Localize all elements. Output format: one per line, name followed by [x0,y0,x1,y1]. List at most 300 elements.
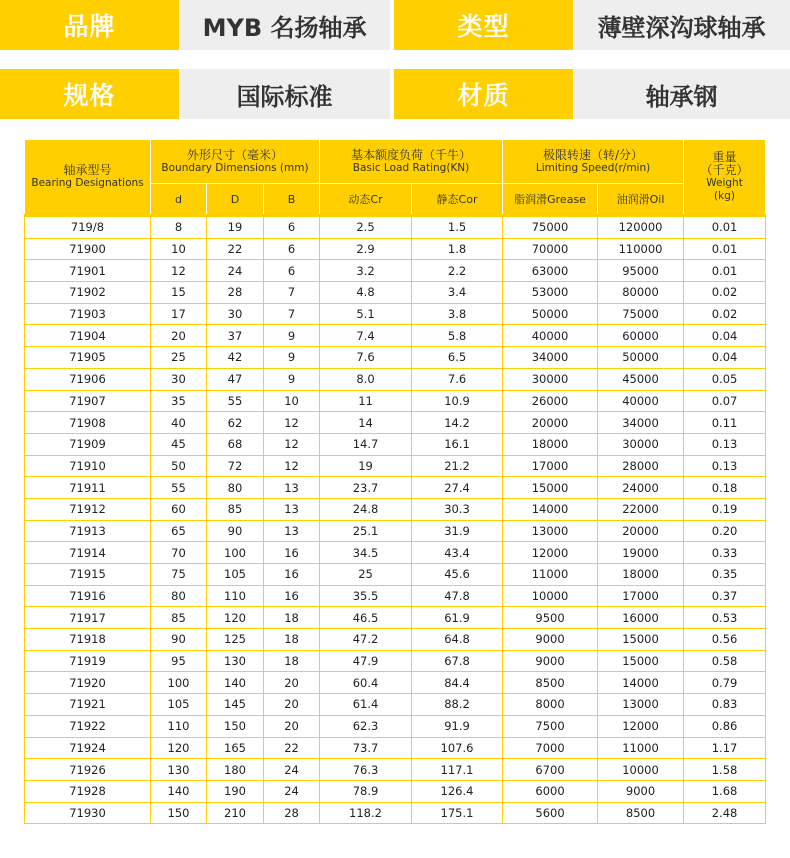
cell-cor: 47.8 [412,585,503,607]
table-row [25,455,766,477]
header-load-rating [320,140,503,184]
cell-cr: 35.5 [320,585,412,607]
cell-D: 28 [207,282,264,304]
cell-B: 16 [264,585,320,607]
cell-grease: 30000 [503,368,598,390]
cell-weight: 0.56 [684,629,766,651]
cell-weight: 0.01 [684,260,766,282]
cell-d: 80 [151,585,207,607]
cell-d: 35 [151,390,207,412]
cell-B: 13 [264,477,320,499]
table-row [25,759,766,781]
cell-weight: 0.20 [684,520,766,542]
cell-cor: 1.5 [412,216,503,239]
cell-weight: 0.37 [684,585,766,607]
cell-d: 120 [151,737,207,759]
cell-oil: 110000 [598,238,684,260]
cell-d: 85 [151,607,207,629]
header-dim-zh: 外形尺寸（毫米） [187,147,284,162]
cell-grease: 12000 [503,542,598,564]
cell-B: 20 [264,715,320,737]
table-row [25,715,766,737]
cell-d: 15 [151,282,207,304]
cell-cr: 23.7 [320,477,412,499]
table-row [25,498,766,520]
header-speed-en: Limiting Speed(r/min) [535,161,651,174]
table-row [25,477,766,499]
cell-cor: 7.6 [412,368,503,390]
cell-cr: 5.1 [320,303,412,325]
brand-value: MYB 名扬轴承 [179,0,390,50]
cell-model: 71922 [25,715,151,737]
cell-B: 18 [264,607,320,629]
header-model-en: Bearing Designations [31,177,144,189]
cell-grease: 17000 [503,455,598,477]
cell-grease: 34000 [503,347,598,369]
table-row [25,216,766,239]
cell-d: 17 [151,303,207,325]
cell-weight: 0.35 [684,564,766,586]
cell-d: 8 [151,216,207,239]
cell-B: 24 [264,759,320,781]
cell-B: 18 [264,629,320,651]
cell-B: 18 [264,650,320,672]
cell-grease: 7000 [503,737,598,759]
cell-model: 71918 [25,629,151,651]
cell-D: 22 [207,238,264,260]
cell-oil: 19000 [598,542,684,564]
cell-model: 71913 [25,520,151,542]
cell-cor: 1.8 [412,238,503,260]
cell-cor: 10.9 [412,390,503,412]
table-row [25,282,766,304]
cell-d: 110 [151,715,207,737]
cell-oil: 18000 [598,564,684,586]
cell-cr: 14.7 [320,433,412,455]
cell-cr: 47.9 [320,650,412,672]
cell-cr: 78.9 [320,780,412,802]
cell-D: 19 [207,216,264,239]
cell-B: 12 [264,433,320,455]
cell-B: 7 [264,282,320,304]
cell-oil: 22000 [598,498,684,520]
cell-weight: 0.79 [684,672,766,694]
cell-cor: 61.9 [412,607,503,629]
cell-cor: 5.8 [412,325,503,347]
cell-grease: 75000 [503,216,598,239]
cell-B: 22 [264,737,320,759]
table-row [25,347,766,369]
cell-D: 100 [207,542,264,564]
cell-D: 62 [207,412,264,434]
cell-cr: 62.3 [320,715,412,737]
cell-oil: 14000 [598,672,684,694]
material-label: 材质 [394,69,573,119]
cell-B: 24 [264,780,320,802]
header-weight-zh2: （千克） [700,163,749,177]
cell-oil: 24000 [598,477,684,499]
cell-cr: 19 [320,455,412,477]
cell-model: 71900 [25,238,151,260]
cell-cr: 2.9 [320,238,412,260]
cell-grease: 18000 [503,433,598,455]
cell-weight: 0.18 [684,477,766,499]
header-B: B [264,184,320,216]
cell-weight: 0.83 [684,694,766,716]
cell-D: 85 [207,498,264,520]
cell-cor: 88.2 [412,694,503,716]
spec-value: 国际标准 [179,69,390,119]
cell-d: 150 [151,802,207,824]
cell-B: 10 [264,390,320,412]
cell-weight: 0.58 [684,650,766,672]
cell-d: 30 [151,368,207,390]
cell-oil: 120000 [598,216,684,239]
table-row [25,564,766,586]
cell-D: 130 [207,650,264,672]
cell-model: 71908 [25,412,151,434]
cell-cr: 60.4 [320,672,412,694]
spec-label: 规格 [0,69,179,119]
cell-weight: 0.04 [684,347,766,369]
cell-cor: 31.9 [412,520,503,542]
cell-B: 6 [264,238,320,260]
cell-cor: 67.8 [412,650,503,672]
cell-cr: 11 [320,390,412,412]
cell-oil: 60000 [598,325,684,347]
header-weight-en2: (kg) [714,190,735,202]
cell-B: 16 [264,564,320,586]
header-limiting-speed [503,140,684,184]
cell-oil: 8500 [598,802,684,824]
cell-cr: 73.7 [320,737,412,759]
cell-cor: 45.6 [412,564,503,586]
table-row [25,802,766,824]
cell-grease: 9000 [503,629,598,651]
cell-oil: 10000 [598,759,684,781]
cell-grease: 9500 [503,607,598,629]
table-row [25,672,766,694]
cell-model: 71917 [25,607,151,629]
cell-B: 13 [264,520,320,542]
cell-weight: 0.01 [684,216,766,239]
table-row [25,433,766,455]
type-label: 类型 [394,0,573,50]
cell-oil: 11000 [598,737,684,759]
cell-oil: 13000 [598,694,684,716]
info-row-brand-type [0,0,790,50]
cell-cor: 126.4 [412,780,503,802]
cell-grease: 53000 [503,282,598,304]
cell-cor: 43.4 [412,542,503,564]
cell-B: 6 [264,260,320,282]
cell-cor: 3.4 [412,282,503,304]
cell-grease: 40000 [503,325,598,347]
cell-cr: 14 [320,412,412,434]
cell-d: 10 [151,238,207,260]
cell-D: 125 [207,629,264,651]
cell-oil: 28000 [598,455,684,477]
cell-cor: 14.2 [412,412,503,434]
cell-weight: 1.17 [684,737,766,759]
cell-d: 130 [151,759,207,781]
cell-d: 75 [151,564,207,586]
cell-cor: 21.2 [412,455,503,477]
header-oil: 油润滑Oil [598,184,684,216]
cell-cor: 64.8 [412,629,503,651]
cell-D: 120 [207,607,264,629]
cell-grease: 15000 [503,477,598,499]
cell-model: 71928 [25,780,151,802]
table-row [25,542,766,564]
cell-model: 71911 [25,477,151,499]
cell-D: 72 [207,455,264,477]
cell-d: 40 [151,412,207,434]
cell-B: 20 [264,694,320,716]
cell-B: 13 [264,498,320,520]
cell-grease: 9000 [503,650,598,672]
cell-grease: 70000 [503,238,598,260]
cell-cr: 76.3 [320,759,412,781]
header-d: d [151,184,207,216]
table-row [25,520,766,542]
cell-D: 140 [207,672,264,694]
cell-weight: 0.86 [684,715,766,737]
cell-d: 45 [151,433,207,455]
cell-model: 71907 [25,390,151,412]
cell-d: 70 [151,542,207,564]
cell-model: 71921 [25,694,151,716]
bearing-spec-table [24,139,766,824]
cell-model: 71914 [25,542,151,564]
cell-model: 71903 [25,303,151,325]
cell-cr: 8.0 [320,368,412,390]
cell-B: 12 [264,455,320,477]
cell-cor: 117.1 [412,759,503,781]
header-model-zh: 轴承型号 [63,163,112,177]
cell-weight: 1.68 [684,780,766,802]
cell-model: 71901 [25,260,151,282]
cell-B: 9 [264,347,320,369]
cell-B: 28 [264,802,320,824]
cell-weight: 0.13 [684,455,766,477]
cell-cr: 46.5 [320,607,412,629]
header-load-en: Basic Load Rating(KN) [352,161,470,174]
header-D: D [207,184,264,216]
cell-D: 42 [207,347,264,369]
brand-label: 品牌 [0,0,179,50]
cell-cor: 2.2 [412,260,503,282]
table-row [25,303,766,325]
cell-oil: 95000 [598,260,684,282]
cell-oil: 80000 [598,282,684,304]
cell-grease: 8000 [503,694,598,716]
cell-model: 71905 [25,347,151,369]
cell-weight: 0.02 [684,303,766,325]
cell-weight: 0.02 [684,282,766,304]
table-row [25,585,766,607]
table-row [25,238,766,260]
cell-oil: 17000 [598,585,684,607]
cell-d: 20 [151,325,207,347]
cell-D: 37 [207,325,264,347]
material-value: 轴承钢 [573,69,790,119]
table-row [25,412,766,434]
cell-model: 71904 [25,325,151,347]
header-boundary-dimensions [151,140,320,184]
cell-D: 210 [207,802,264,824]
header-weight-zh1: 重量 [712,150,737,164]
cell-d: 60 [151,498,207,520]
cell-d: 65 [151,520,207,542]
table-body [25,216,766,824]
type-value: 薄壁深沟球轴承 [573,0,790,50]
cell-oil: 45000 [598,368,684,390]
cell-weight: 0.04 [684,325,766,347]
cell-weight: 0.07 [684,390,766,412]
cell-cr: 7.4 [320,325,412,347]
cell-cor: 3.8 [412,303,503,325]
cell-model: 71909 [25,433,151,455]
info-row-spec-material [0,69,790,119]
cell-d: 25 [151,347,207,369]
cell-cr: 24.8 [320,498,412,520]
header-dynamic-cr: 动态Cr [320,184,412,216]
cell-cr: 4.8 [320,282,412,304]
cell-d: 90 [151,629,207,651]
cell-cr: 25.1 [320,520,412,542]
cell-cor: 6.5 [412,347,503,369]
cell-D: 190 [207,780,264,802]
cell-cr: 2.5 [320,216,412,239]
cell-D: 180 [207,759,264,781]
cell-grease: 8500 [503,672,598,694]
cell-weight: 0.53 [684,607,766,629]
cell-grease: 26000 [503,390,598,412]
cell-cor: 27.4 [412,477,503,499]
cell-oil: 50000 [598,347,684,369]
cell-oil: 75000 [598,303,684,325]
cell-grease: 10000 [503,585,598,607]
cell-D: 24 [207,260,264,282]
cell-d: 55 [151,477,207,499]
cell-cor: 16.1 [412,433,503,455]
table-row [25,737,766,759]
cell-D: 150 [207,715,264,737]
cell-D: 30 [207,303,264,325]
cell-oil: 20000 [598,520,684,542]
cell-B: 6 [264,216,320,239]
table-row [25,390,766,412]
cell-grease: 20000 [503,412,598,434]
cell-weight: 0.05 [684,368,766,390]
cell-d: 95 [151,650,207,672]
cell-B: 9 [264,368,320,390]
cell-B: 7 [264,303,320,325]
cell-model: 71910 [25,455,151,477]
table-row [25,650,766,672]
cell-D: 55 [207,390,264,412]
header-dim-en: Boundary Dimensions (mm) [161,161,309,174]
cell-D: 68 [207,433,264,455]
cell-weight: 0.13 [684,433,766,455]
cell-model: 71924 [25,737,151,759]
cell-model: 719/8 [25,216,151,239]
table-row [25,607,766,629]
cell-grease: 6000 [503,780,598,802]
cell-oil: 30000 [598,433,684,455]
header-load-zh: 基本额度负荷（千牛） [351,147,472,162]
cell-d: 140 [151,780,207,802]
table-row [25,368,766,390]
cell-oil: 16000 [598,607,684,629]
cell-cr: 118.2 [320,802,412,824]
cell-model: 71902 [25,282,151,304]
cell-oil: 34000 [598,412,684,434]
header-speed-zh: 极限转速（转/分） [543,147,644,162]
cell-D: 145 [207,694,264,716]
cell-oil: 12000 [598,715,684,737]
cell-B: 12 [264,412,320,434]
header-weight-en1: Weight [706,177,743,189]
cell-oil: 40000 [598,390,684,412]
cell-weight: 0.19 [684,498,766,520]
cell-d: 12 [151,260,207,282]
cell-cr: 25 [320,564,412,586]
cell-D: 110 [207,585,264,607]
cell-oil: 15000 [598,629,684,651]
cell-grease: 14000 [503,498,598,520]
cell-B: 16 [264,542,320,564]
cell-grease: 13000 [503,520,598,542]
cell-grease: 63000 [503,260,598,282]
cell-D: 47 [207,368,264,390]
cell-cr: 47.2 [320,629,412,651]
cell-cor: 30.3 [412,498,503,520]
cell-cor: 91.9 [412,715,503,737]
header-grease: 脂润滑Grease [503,184,598,216]
cell-model: 71930 [25,802,151,824]
cell-cr: 7.6 [320,347,412,369]
table-row [25,260,766,282]
cell-grease: 50000 [503,303,598,325]
table-row [25,780,766,802]
cell-model: 71920 [25,672,151,694]
cell-cor: 84.4 [412,672,503,694]
cell-grease: 11000 [503,564,598,586]
cell-model: 71915 [25,564,151,586]
cell-model: 71912 [25,498,151,520]
cell-cor: 175.1 [412,802,503,824]
cell-cor: 107.6 [412,737,503,759]
cell-grease: 5600 [503,802,598,824]
cell-model: 71926 [25,759,151,781]
header-weight [684,140,766,216]
cell-model: 71919 [25,650,151,672]
cell-oil: 15000 [598,650,684,672]
cell-weight: 0.11 [684,412,766,434]
cell-d: 100 [151,672,207,694]
cell-cr: 61.4 [320,694,412,716]
cell-d: 105 [151,694,207,716]
cell-model: 71906 [25,368,151,390]
cell-D: 80 [207,477,264,499]
cell-oil: 9000 [598,780,684,802]
cell-weight: 1.58 [684,759,766,781]
cell-cr: 34.5 [320,542,412,564]
cell-weight: 0.01 [684,238,766,260]
cell-D: 105 [207,564,264,586]
